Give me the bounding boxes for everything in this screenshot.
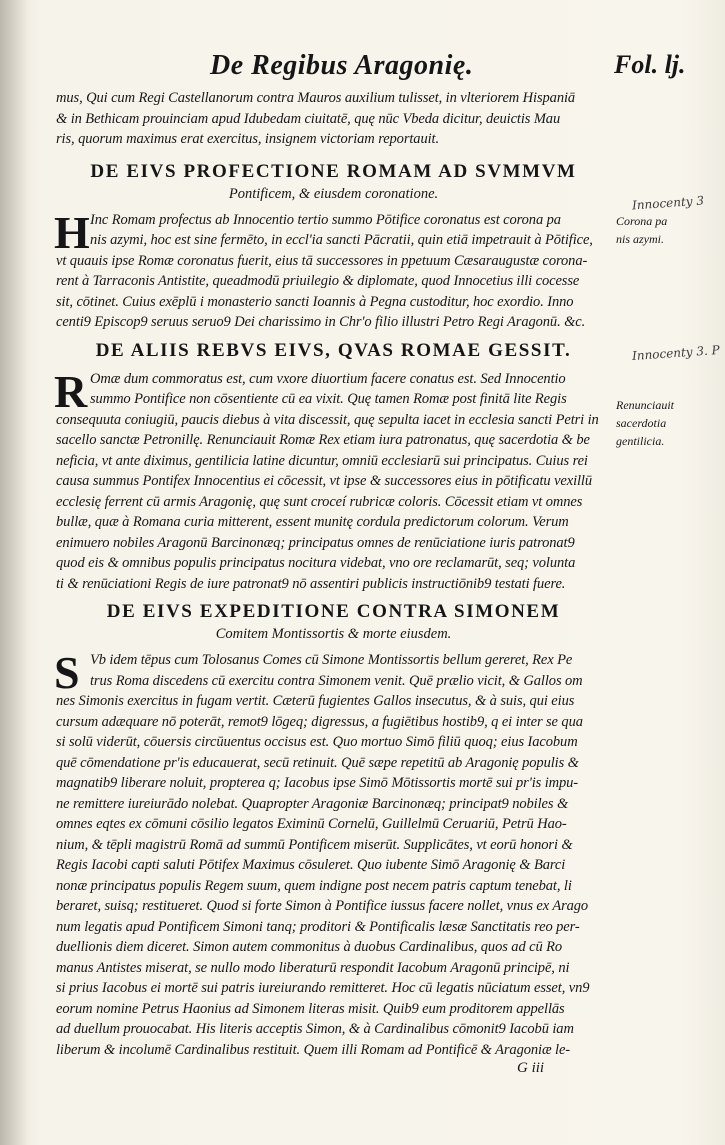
- text-line: ne remittere iureiurādo nolebat. Quapropter Aragoniæ Barcinonæq; principat9 nobiles &: [56, 795, 569, 812]
- paragraph: [54, 365, 611, 595]
- text-line: neficia, vt ante diximus, gentilicia latine dicuntur, omniū ecclesiarū sui principatus. Cuius rei: [56, 452, 588, 469]
- text-line: centi9 Episcop9 seruus seruo9 Dei charissimo in Chr'o filio illustri Petro Regi Aragonū. &c.: [56, 314, 586, 330]
- marginal-note: [616, 212, 667, 248]
- running-head: De Regibus Aragonię.: [210, 50, 474, 81]
- paragraph: [54, 647, 611, 1060]
- section-heading: DE EIVS EXPEDITIONE CONTRA SIMONEM: [106, 601, 561, 622]
- text-line: Vb idem tēpus cum Tolosanus Comes cū Simone Montissortis bellum gereret, Rex Pe: [90, 652, 573, 668]
- text-line: si solū viderūt, cōuersis circūuentus occisus est. Quo mortuo Simō filiū quoq; eius Iacobum: [56, 734, 578, 750]
- section-heading: DE EIVS PROFECTIONE ROMAM AD SVMMVM: [90, 160, 577, 182]
- section-heading: DE ALIIS REBVS EIVS, QVAS ROMAE GESSIT.: [95, 339, 572, 361]
- main-text-block: [56, 88, 611, 1060]
- text-line: num legatis apud Pontificem Simoni tanq; proditori & Pontificalis læsæ Sanctitatis reo per-: [56, 918, 580, 935]
- signature-mark: G iii: [517, 1060, 545, 1076]
- text-line: sit, cōtinet. Cuius exēplū i monasterio sancti Ioannis à Pegna custoditur, hoc exordio. Inno: [56, 293, 574, 310]
- text-line: sacello sanctæ Petronillę. Renunciauit Romæ Rex etiam iura patronatus, quę sacerdotia & be: [56, 432, 590, 448]
- text-line: manus Antistes miserat, se nullo modo liberaturū respondit Iacobum Aragonū principē, ni: [56, 959, 570, 976]
- text-line: magnatib9 liberare noluit, propterea q; Iacobus ipse Simō Mōtissortis mortē sui pr'is impu-: [56, 775, 579, 791]
- text-line: & in Bethicam prouinciam apud Idubedam ciuitatē, quę nūc Vbeda dicitur, deuictis Mau: [56, 110, 561, 127]
- drop-initial: S: [54, 647, 80, 698]
- text-line: nonæ principatus populis Regem suum, quem indigne post necem patris captum tenebat, li: [56, 877, 572, 894]
- text-line: ti & renūciationi Regis de iure patronat9 nō assentiri publicis instructiōnib9 testati fuere.: [56, 575, 566, 592]
- text-line: nes Simonis exercitus in fugam vertit. Cæterū fugientes Gallos insecutus, & à suis, qui eius: [56, 693, 575, 709]
- text-line: rent à Tarraconis Antistite, queadmodū priuilegio & diplomate, quod Innocetius illi cocesse: [56, 273, 580, 289]
- marginal-line: gentilicia.: [616, 434, 665, 448]
- paragraph: [54, 206, 611, 333]
- text-line: quod eis & omnibus populis principatus nocitura videbat, vno ore reclamarūt, seq; volunta: [56, 555, 576, 571]
- text-line: si prius Iacobus ei mortē sui patris iureiurando remitteret. Hoc cū legatis nūciatum esset, vn9: [56, 980, 590, 996]
- handwritten-annotation: Innocenty 3: [631, 193, 705, 213]
- text-line: duellionis diem diceret. Simon autem commonitus à duobus Cardinalibus, quos ad cū Ro: [56, 939, 563, 955]
- text-line: quē cōmendatione pr'is educauerat, secū retinuit. Quē sæpe repetitū ab Aragonię populis &: [56, 754, 579, 771]
- text-line: liberum & incolumē Cardinalibus restituit. Quem illi Romam ad Pontificē & Aragoniæ le-: [56, 1041, 571, 1058]
- text-line: Regis Iacobi capti saluti Pōtifex Maximus cōsuleret. Quo iubente Simō Aragonię & Barci: [56, 857, 566, 873]
- text-line: nis azymi, hoc est sine fermēto, in eccl'ia sancti Pācratii, quin etiā impetrauit à Pōtifice,: [90, 232, 593, 248]
- marginal-line: Renunciauit: [616, 398, 674, 412]
- marginal-line: nis azymi.: [616, 232, 664, 246]
- gutter-shadow: [0, 0, 28, 1145]
- text-line: eorum nomine Petrus Haonius ad Simonem literas misit. Quib9 eum proditorem appellās: [56, 1000, 565, 1017]
- drop-initial: R: [54, 365, 88, 417]
- text-line: causa summus Pontifex Innocentius ei cōcessit, vt ipse & successores eius in pōtificatu vexillū: [56, 473, 593, 489]
- text-line: mus, Qui cum Regi Castellanorum contra Mauros auxilium tulisset, in vlteriorem Hispaniā: [56, 90, 576, 106]
- text-line: consequuta coniugiū, paucis diebus à vita discessit, quę sepulta iacet in ecclesia sancti Petri in: [56, 411, 599, 428]
- text-line: Omæ dum commoratus est, cum vxore diuortium facere conatus est. Sed Innocentio: [90, 370, 566, 387]
- text-line: nium, & tēpli magistrū Romā ad summū Pontificem miserūt. Supplicātes, vt eorū honori &: [56, 836, 573, 853]
- text-line: omnes eqtes ex cōmuni cōsilio legatos Eximinū Cornelū, Guillelmū Ceruariū, Petrū Hao-: [56, 816, 567, 832]
- text-line: cursum adæquare nō poterāt, remot9 lōgeq; digressus, a fugiētibus hostib9, q ei inter se qua: [56, 713, 583, 730]
- text-line: ecclesię ferrent cū armis Aragonię, quę sunt croceí rubricæ coloris. Cōcessit etiam vt omnes: [56, 493, 583, 510]
- folio-number: Fol. lj.: [614, 50, 686, 79]
- drop-initial: H: [54, 206, 90, 258]
- text-line: ad duellum prouocabat. His literis acceptis Simon, & à Cardinalibus cōmonit9 Iacobū iam: [56, 1021, 574, 1037]
- text-line: ris, quorum maximus erat exercitus, insignem victoriam reportauit.: [56, 131, 439, 147]
- marginal-line: sacerdotia: [616, 416, 667, 430]
- text-line: vt quauis ipse Romæ coronatus fuerit, eius tā successores in ppetuum Cæsaraugustæ corona-: [56, 252, 588, 269]
- text-line: Inc Romam profectus ab Innocentio tertio summo Pōtifice coronatus est corona pa: [90, 211, 561, 228]
- marginal-note: [616, 396, 674, 450]
- text-line: beraret, suisq; restitueret. Quod si forte Simon à Pontifice iussus facere nollet, vnus ex Arago: [56, 898, 589, 914]
- marginal-line: Corona pa: [616, 214, 668, 228]
- text-line: trus Roma discedens cū exercitu contra Simonem venit. Quē prælio vicit, & Gallos om: [90, 672, 583, 689]
- text-line: bullæ, quæ à Romana curia mitterent, essent munitę cordula predictorum colorum. Verum: [56, 514, 569, 530]
- handwritten-annotation: Innocenty 3. P: [631, 342, 721, 364]
- text-line: enimuero nobiles Aragonū Barcinonæq; principatus omnes de renūciatione iuris patronat9: [56, 534, 575, 551]
- section-subheading: Comitem Montissortis & morte eiusdem.: [215, 626, 452, 642]
- section-subheading: Pontificem, & eiusdem coronatione.: [228, 185, 439, 202]
- text-line: summo Pontifice non cōsentiente cū ea vixit. Quę tamen Romæ post finitā lite Regis: [90, 391, 567, 407]
